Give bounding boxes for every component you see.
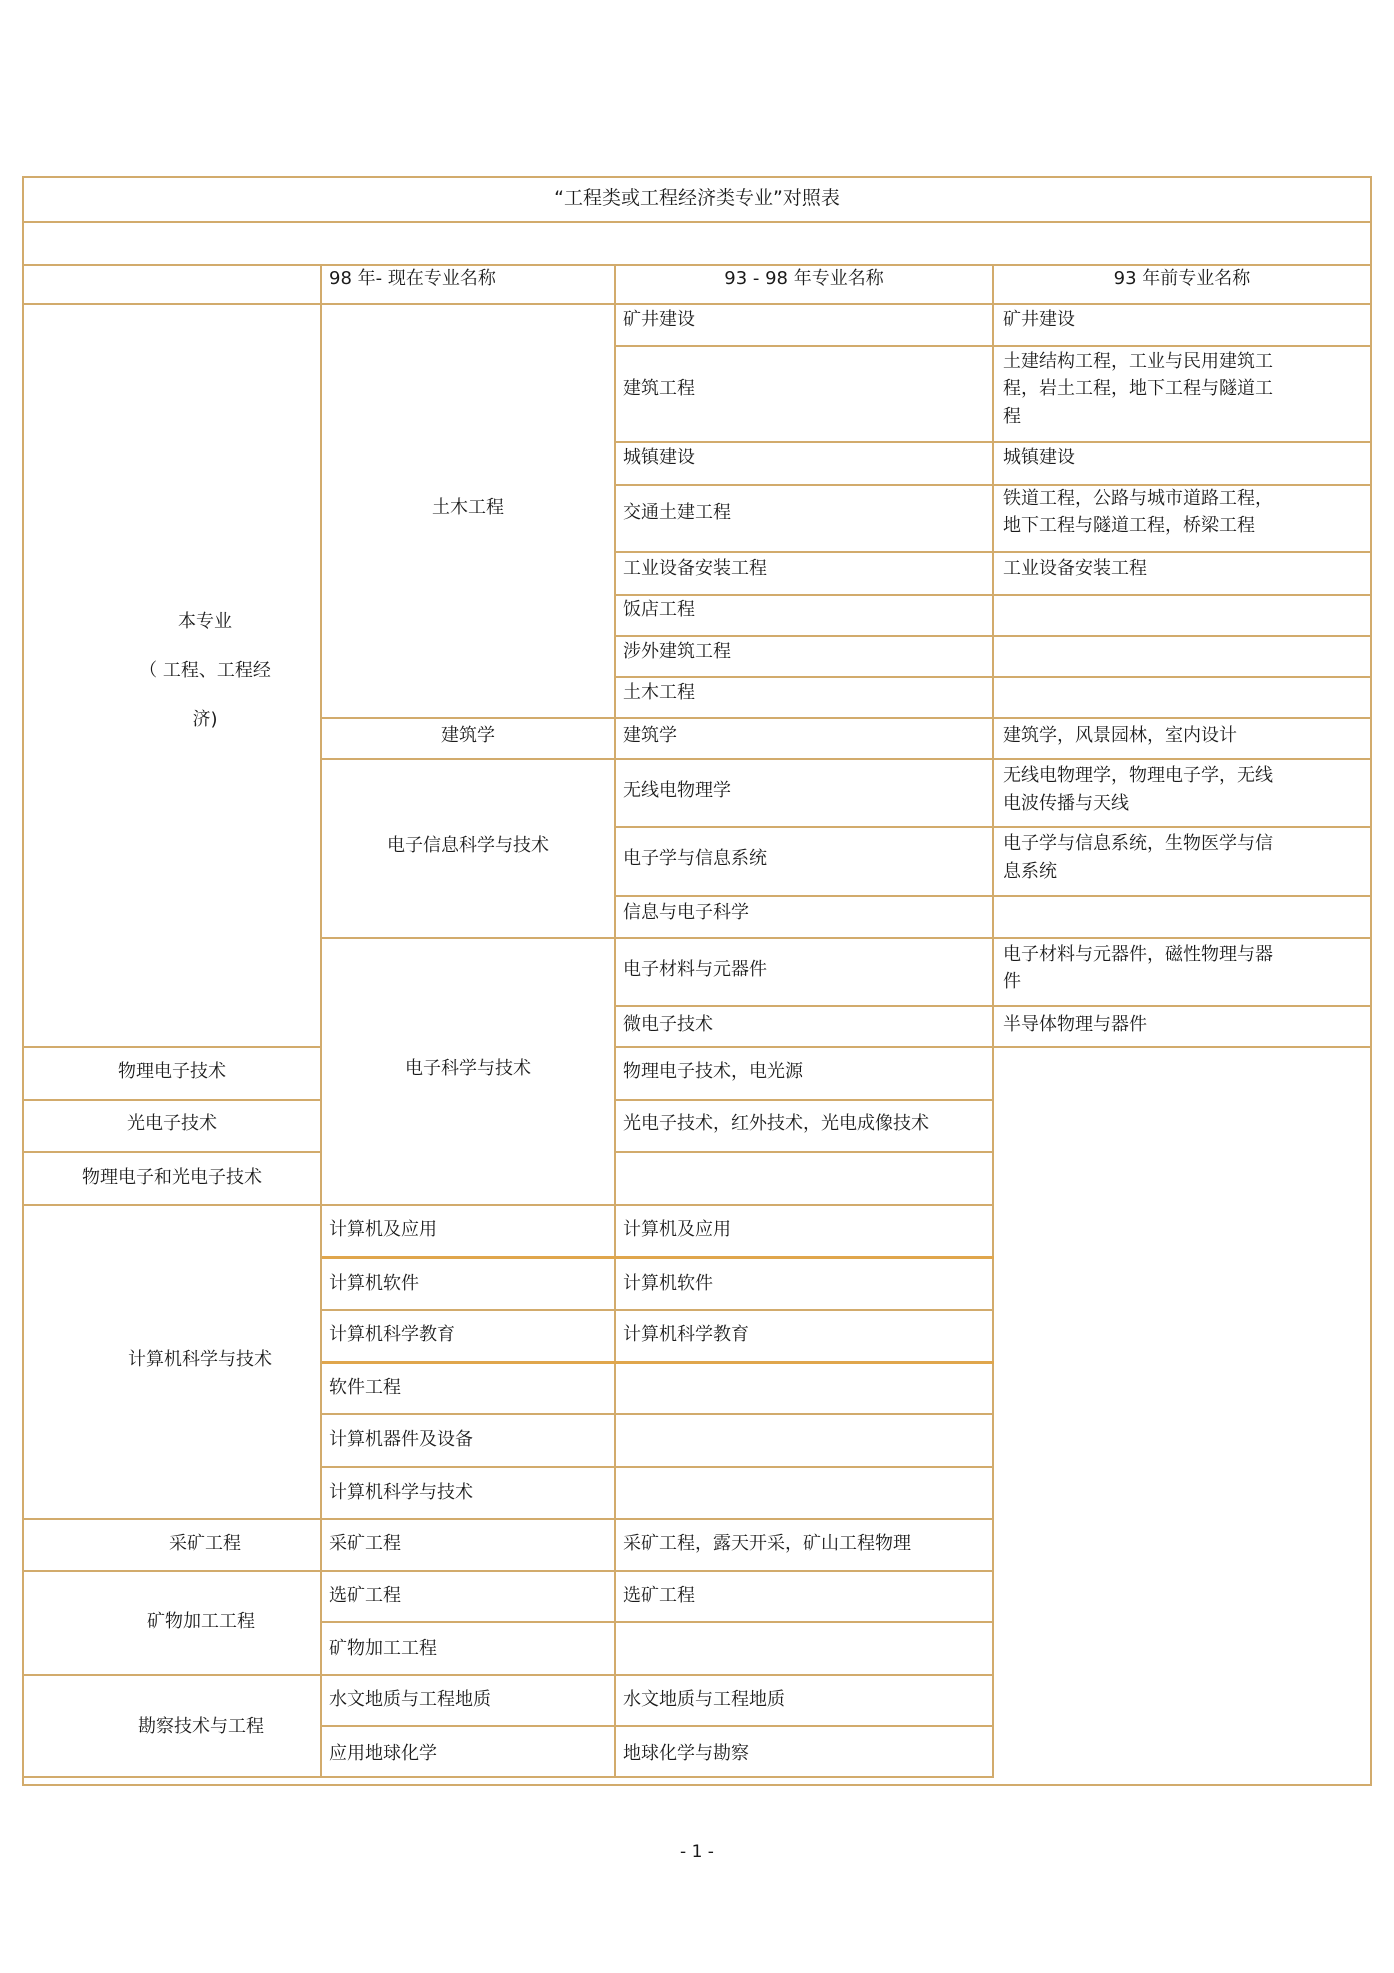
major-93-before: 铁道工程，公路与城市道路工程，	[1003, 488, 1273, 509]
major-98: 土木工程	[432, 497, 504, 518]
major-98: 矿物加工工程	[329, 1638, 437, 1659]
major-93-before: 息系统	[1003, 861, 1057, 882]
major-93-before: 程，岩土工程，地下工程与隧道工	[1003, 378, 1273, 399]
major-93-98: 计算机及应用	[623, 1219, 731, 1240]
major-98: 建筑学	[441, 725, 495, 746]
major-98: 电子科学与技术	[405, 1058, 531, 1079]
major-93-98: 矿井建设	[623, 309, 695, 330]
major-93-before: 无线电物理学，物理电子学，无线	[1003, 765, 1273, 786]
major-93-before: 电子材料与元器件，磁性物理与器	[1003, 944, 1273, 965]
major-93-98: 微电子技术	[623, 1014, 713, 1035]
major-98: 计算机科学与技术	[329, 1482, 473, 1503]
group-label: 矿物加工工程	[147, 1611, 255, 1632]
group-label-line: 济)	[192, 709, 218, 730]
major-93-98: 交通土建工程	[623, 502, 731, 523]
major-93-98: 工业设备安装工程	[623, 558, 767, 579]
header-col-98-now: 98 年- 现在专业名称	[329, 268, 496, 289]
group-label: 采矿工程	[169, 1533, 241, 1554]
major-93-98: 光电子技术，红外技术，光电成像技术	[623, 1113, 929, 1134]
major-98: 计算机器件及设备	[329, 1429, 473, 1450]
major-93-98: 地球化学与勘察	[623, 1743, 749, 1764]
table-title: “工程类或工程经济类专业”对照表	[554, 187, 840, 209]
major-93-98: 建筑工程	[623, 378, 695, 399]
major-93-before: 件	[1003, 971, 1021, 992]
major-93-before: 电波传播与天线	[1003, 793, 1129, 814]
major-98: 计算机软件	[329, 1273, 419, 1294]
group-label: 物理电子技术	[118, 1061, 226, 1082]
major-93-before: 电子学与信息系统，生物医学与信	[1003, 833, 1273, 854]
major-93-98: 无线电物理学	[623, 780, 731, 801]
group-label: 光电子技术	[127, 1113, 217, 1134]
major-93-before: 土建结构工程，工业与民用建筑工	[1003, 351, 1273, 372]
major-98: 采矿工程	[329, 1533, 401, 1554]
header-col-93-before: 93 年前专业名称	[1113, 268, 1251, 289]
major-93-98: 水文地质与工程地质	[623, 1689, 785, 1710]
major-93-98: 信息与电子科学	[623, 902, 749, 923]
major-93-98: 电子学与信息系统	[623, 848, 767, 869]
major-93-before: 地下工程与隧道工程，桥梁工程	[1003, 515, 1255, 536]
major-93-98: 建筑学	[623, 725, 677, 746]
major-98: 计算机科学教育	[329, 1324, 455, 1345]
major-93-98: 涉外建筑工程	[623, 641, 731, 662]
major-93-before: 程	[1003, 406, 1021, 427]
major-93-before: 城镇建设	[1003, 447, 1075, 468]
major-93-98: 采矿工程，露天开采，矿山工程物理	[623, 1533, 911, 1554]
major-93-98: 选矿工程	[623, 1585, 695, 1606]
major-93-98: 计算机软件	[623, 1273, 713, 1294]
group-label-line: （ 工程、工程经	[139, 660, 271, 681]
group-label: 勘察技术与工程	[138, 1716, 264, 1737]
group-label: 计算机科学与技术	[128, 1349, 272, 1370]
major-93-before: 建筑学，风景园林，室内设计	[1003, 725, 1237, 746]
major-93-98: 计算机科学教育	[623, 1324, 749, 1345]
major-98: 应用地球化学	[329, 1743, 437, 1764]
major-93-before: 半导体物理与器件	[1003, 1014, 1147, 1035]
major-93-98: 城镇建设	[623, 447, 695, 468]
major-93-before: 工业设备安装工程	[1003, 558, 1147, 579]
group-label-line: 本专业	[178, 611, 232, 632]
header-col-93-98: 93 - 98 年专业名称	[724, 268, 884, 289]
major-98: 计算机及应用	[329, 1219, 437, 1240]
major-93-98: 土木工程	[623, 682, 695, 703]
major-98: 选矿工程	[329, 1585, 401, 1606]
major-93-98: 饭店工程	[623, 599, 695, 620]
major-98: 水文地质与工程地质	[329, 1689, 491, 1710]
page-number: - 1 -	[680, 1842, 714, 1862]
major-98: 软件工程	[329, 1377, 401, 1398]
major-93-98: 电子材料与元器件	[623, 959, 767, 980]
group-label: 物理电子和光电子技术	[82, 1167, 262, 1188]
major-93-98: 物理电子技术，电光源	[623, 1061, 803, 1082]
major-93-before: 矿井建设	[1003, 309, 1075, 330]
major-98: 电子信息科学与技术	[387, 835, 549, 856]
